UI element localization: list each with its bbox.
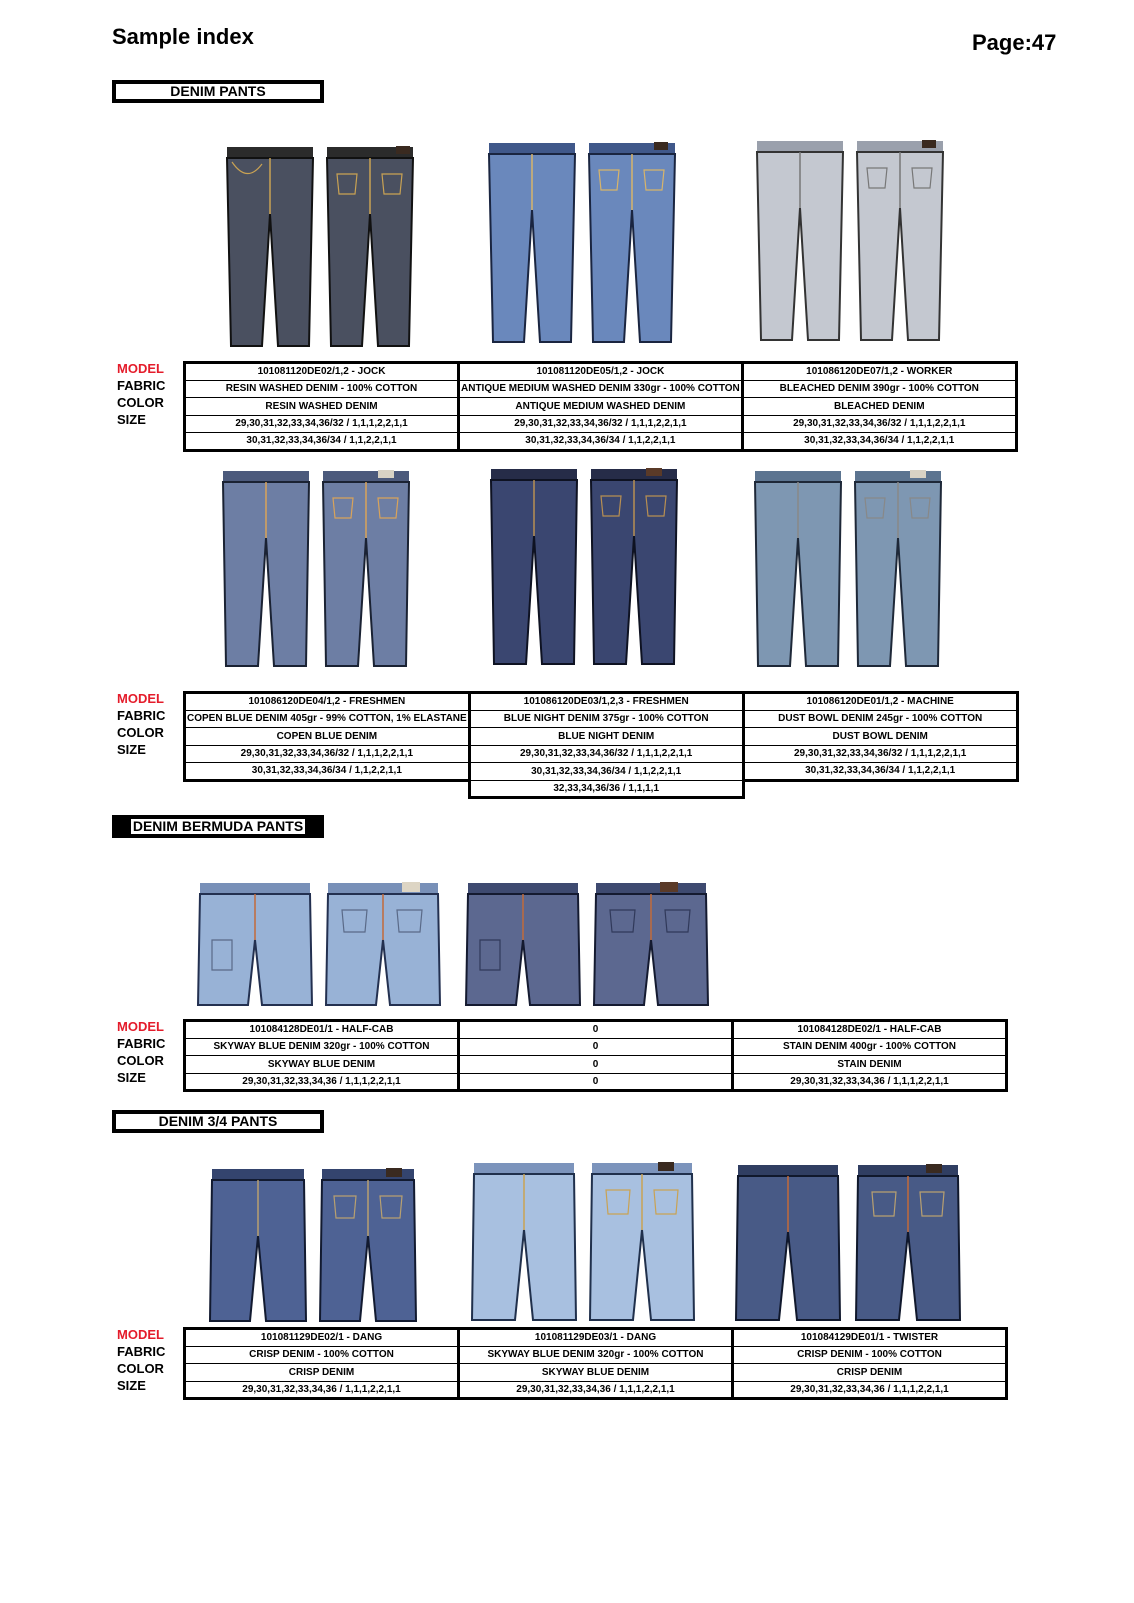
fabric-label: FABRIC bbox=[117, 1344, 166, 1359]
size-cell: 30,31,32,33,34,36/34 / 1,1,2,2,1,1 bbox=[469, 763, 743, 781]
color-cell: CRISP DENIM bbox=[733, 1364, 1007, 1382]
size-cell: 29,30,31,32,33,34,36 / 1,1,1,2,2,1,1 bbox=[733, 1073, 1007, 1091]
document-title: Sample index bbox=[112, 24, 254, 49]
color-cell: ANTIQUE MEDIUM WASHED DENIM bbox=[459, 398, 743, 416]
model-row bbox=[185, 1021, 1007, 1039]
size-cell: 29,30,31,32,33,34,36 / 1,1,1,2,2,1,1 bbox=[185, 1381, 459, 1399]
model-cell: 0 bbox=[459, 1021, 733, 1039]
model-cell: 101086120DE03/1,2,3 - FRESHMEN bbox=[469, 693, 743, 711]
fabric-row bbox=[185, 710, 1018, 728]
section-title-text: DENIM BERMUDA PANTS bbox=[132, 818, 304, 834]
fabric-cell: CRISP DENIM - 100% COTTON bbox=[733, 1346, 1007, 1364]
spec-labels bbox=[117, 1326, 165, 1394]
size-cell: 30,31,32,33,34,36/34 / 1,1,2,2,1,1 bbox=[742, 433, 1016, 451]
size-cell: 30,31,32,33,34,36/34 / 1,1,2,2,1,1 bbox=[185, 763, 470, 781]
model-cell: 101081129DE03/1 - DANG bbox=[459, 1329, 733, 1347]
model-cell: 101081120DE05/1,2 - JOCK bbox=[459, 363, 743, 381]
color-cell: CRISP DENIM bbox=[185, 1364, 459, 1382]
model-label: MODEL bbox=[117, 1019, 164, 1034]
model-cell: 101081129DE02/1 - DANG bbox=[185, 1329, 459, 1347]
fabric-cell: SKYWAY BLUE DENIM 320gr - 100% COTTON bbox=[185, 1038, 459, 1056]
size-row bbox=[185, 433, 1017, 451]
section-title-denim-pants: DENIM PANTS bbox=[112, 80, 324, 103]
color-cell: SKYWAY BLUE DENIM bbox=[185, 1056, 459, 1074]
color-cell: BLEACHED DENIM bbox=[742, 398, 1016, 416]
garment-sketch bbox=[192, 880, 448, 1010]
model-cell: 101084129DE01/1 - TWISTER bbox=[733, 1329, 1007, 1347]
fabric-cell: CRISP DENIM - 100% COTTON bbox=[185, 1346, 459, 1364]
spec-table bbox=[183, 361, 1018, 452]
section-title-denim-bermuda-pants bbox=[112, 815, 324, 838]
garment-sketch bbox=[752, 138, 948, 346]
fabric-label: FABRIC bbox=[117, 1036, 166, 1051]
fabric-row bbox=[185, 1038, 1007, 1056]
fabric-label: FABRIC bbox=[117, 378, 166, 393]
model-cell: 101086120DE01/1,2 - MACHINE bbox=[743, 693, 1017, 711]
model-row bbox=[185, 693, 1018, 711]
color-label: COLOR bbox=[117, 725, 164, 740]
size-cell: 29,30,31,32,33,34,36 / 1,1,1,2,2,1,1 bbox=[733, 1381, 1007, 1399]
color-row bbox=[185, 728, 1018, 746]
size-cell: 29,30,31,32,33,34,36/32 / 1,1,1,2,2,1,1 bbox=[185, 745, 470, 763]
model-cell: 101084128DE01/1 - HALF-CAB bbox=[185, 1021, 459, 1039]
model-row bbox=[185, 363, 1017, 381]
spec-table bbox=[183, 1019, 1008, 1092]
model-cell: 101081120DE02/1,2 - JOCK bbox=[185, 363, 459, 381]
color-label: COLOR bbox=[117, 1053, 164, 1068]
size-cell: 32,33,34,36/36 / 1,1,1,1 bbox=[469, 780, 743, 798]
size-label: SIZE bbox=[117, 412, 146, 427]
color-cell: RESIN WASHED DENIM bbox=[185, 398, 459, 416]
spec-labels bbox=[117, 690, 165, 758]
model-cell: 101086120DE04/1,2 - FRESHMEN bbox=[185, 693, 470, 711]
garment-sketch bbox=[460, 880, 716, 1010]
garment-sketch bbox=[222, 144, 418, 352]
empty-cell bbox=[743, 780, 1017, 798]
color-cell: STAIN DENIM bbox=[733, 1056, 1007, 1074]
fabric-cell: RESIN WASHED DENIM - 100% COTTON bbox=[185, 380, 459, 398]
fabric-cell: 0 bbox=[459, 1038, 733, 1056]
page-number: Page:47 bbox=[972, 30, 1057, 55]
fabric-cell: DUST BOWL DENIM 245gr - 100% COTTON bbox=[743, 710, 1017, 728]
size-cell: 29,30,31,32,33,34,36/32 / 1,1,1,2,2,1,1 bbox=[743, 745, 1017, 763]
size-row bbox=[185, 763, 1018, 781]
garment-sketch bbox=[206, 1166, 422, 1326]
size-cell: 30,31,32,33,34,36/34 / 1,1,2,2,1,1 bbox=[185, 433, 459, 451]
size-cell: 30,31,32,33,34,36/34 / 1,1,2,2,1,1 bbox=[743, 763, 1017, 781]
fabric-row bbox=[185, 1346, 1007, 1364]
model-cell: 101084128DE02/1 - HALF-CAB bbox=[733, 1021, 1007, 1039]
empty-cell bbox=[185, 780, 470, 798]
color-cell: COPEN BLUE DENIM bbox=[185, 728, 470, 746]
color-row bbox=[185, 398, 1017, 416]
garment-sketch bbox=[468, 1160, 698, 1326]
fabric-cell: BLUE NIGHT DENIM 375gr - 100% COTTON bbox=[469, 710, 743, 728]
size-row bbox=[185, 780, 1018, 798]
size-row bbox=[185, 1073, 1007, 1091]
size-cell: 29,30,31,32,33,34,36/32 / 1,1,1,2,2,1,1 bbox=[469, 745, 743, 763]
garment-sketch bbox=[484, 140, 680, 348]
spec-table bbox=[183, 691, 1019, 799]
color-row bbox=[185, 1056, 1007, 1074]
fabric-cell: BLEACHED DENIM 390gr - 100% COTTON bbox=[742, 380, 1016, 398]
garment-sketch bbox=[218, 468, 414, 672]
fabric-cell: COPEN BLUE DENIM 405gr - 99% COTTON, 1% ELASTANE bbox=[185, 710, 470, 728]
model-label: MODEL bbox=[117, 1327, 164, 1342]
garment-sketch bbox=[486, 466, 682, 670]
fabric-label: FABRIC bbox=[117, 708, 166, 723]
color-label: COLOR bbox=[117, 1361, 164, 1376]
color-cell: DUST BOWL DENIM bbox=[743, 728, 1017, 746]
size-cell: 29,30,31,32,33,34,36/32 / 1,1,1,2,2,1,1 bbox=[459, 415, 743, 433]
size-cell: 29,30,31,32,33,34,36/32 / 1,1,1,2,2,1,1 bbox=[742, 415, 1016, 433]
garment-sketch bbox=[750, 468, 946, 672]
spec-table bbox=[183, 1327, 1008, 1400]
fabric-cell: SKYWAY BLUE DENIM 320gr - 100% COTTON bbox=[459, 1346, 733, 1364]
fabric-cell: ANTIQUE MEDIUM WASHED DENIM 330gr - 100% COTTON bbox=[459, 380, 743, 398]
model-label: MODEL bbox=[117, 691, 164, 706]
size-cell: 29,30,31,32,33,34,36/32 / 1,1,1,2,2,1,1 bbox=[185, 415, 459, 433]
model-cell: 101086120DE07/1,2 - WORKER bbox=[742, 363, 1016, 381]
model-row bbox=[185, 1329, 1007, 1347]
spec-labels bbox=[117, 1018, 165, 1086]
section-title-denim-3-4-pants: DENIM 3/4 PANTS bbox=[112, 1110, 324, 1133]
size-label: SIZE bbox=[117, 1070, 146, 1085]
color-row bbox=[185, 1364, 1007, 1382]
model-label: MODEL bbox=[117, 361, 164, 376]
size-cell: 29,30,31,32,33,34,36 / 1,1,1,2,2,1,1 bbox=[459, 1381, 733, 1399]
size-row bbox=[185, 1381, 1007, 1399]
color-cell: 0 bbox=[459, 1056, 733, 1074]
color-cell: BLUE NIGHT DENIM bbox=[469, 728, 743, 746]
garment-sketch bbox=[732, 1162, 964, 1326]
size-cell: 29,30,31,32,33,34,36 / 1,1,1,2,2,1,1 bbox=[185, 1073, 459, 1091]
size-cell: 30,31,32,33,34,36/34 / 1,1,2,2,1,1 bbox=[459, 433, 743, 451]
size-label: SIZE bbox=[117, 742, 146, 757]
size-row bbox=[185, 415, 1017, 433]
color-label: COLOR bbox=[117, 395, 164, 410]
size-cell: 0 bbox=[459, 1073, 733, 1091]
spec-labels bbox=[117, 360, 165, 428]
size-label: SIZE bbox=[117, 1378, 146, 1393]
fabric-cell: STAIN DENIM 400gr - 100% COTTON bbox=[733, 1038, 1007, 1056]
color-cell: SKYWAY BLUE DENIM bbox=[459, 1364, 733, 1382]
size-row bbox=[185, 745, 1018, 763]
fabric-row bbox=[185, 380, 1017, 398]
